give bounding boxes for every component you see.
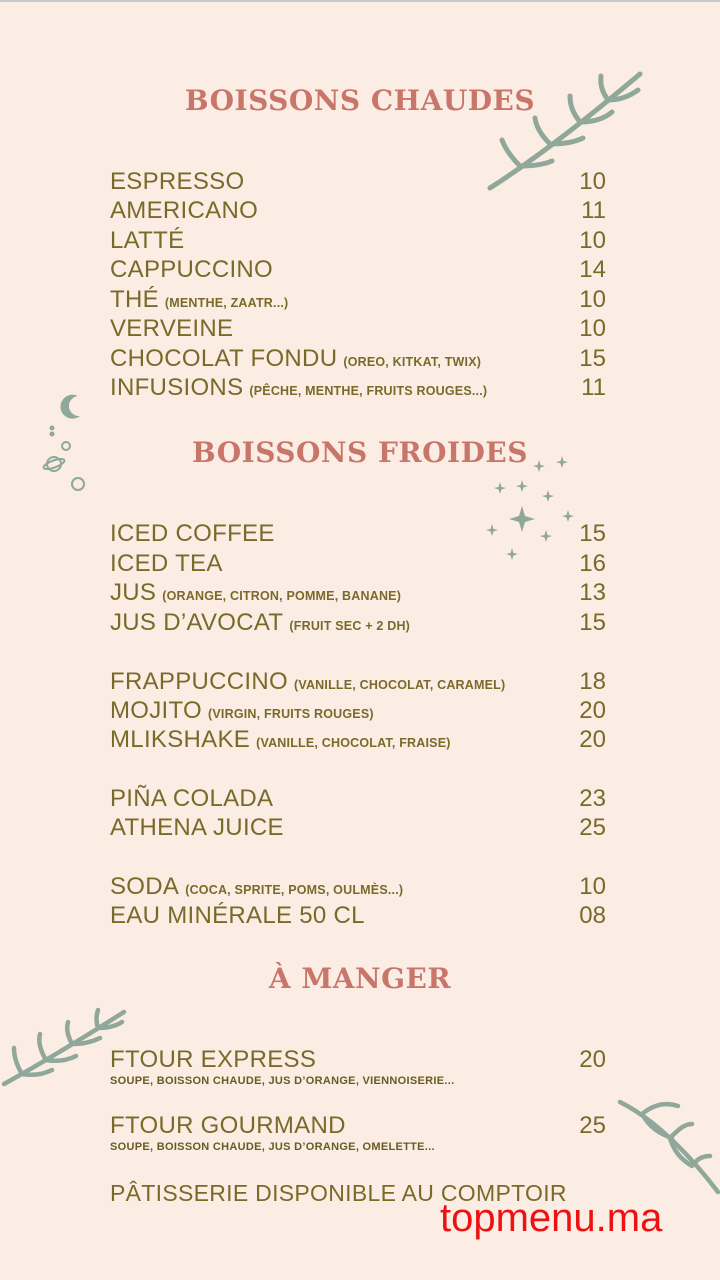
item-price: 13	[579, 579, 606, 606]
menu-item-mojito	[110, 697, 606, 727]
menu-item-jus	[110, 579, 606, 609]
item-price: 15	[579, 345, 606, 372]
item-price: 25	[579, 1112, 606, 1139]
item-price: 10	[579, 286, 606, 313]
item-name: ESPRESSO	[110, 168, 245, 195]
item-name: MLIKSHAKE	[110, 726, 251, 753]
leaf-branch-icon	[0, 1004, 130, 1090]
section-title-boissons-froides: BOISSONS FROIDES	[192, 436, 528, 469]
item-note: (ORANGE, CITRON, POMME, BANANE)	[162, 589, 402, 603]
item-price: 10	[579, 168, 606, 195]
menu-item-soda	[110, 873, 606, 903]
item-price: 15	[579, 520, 606, 547]
item-name: FTOUR GOURMAND	[110, 1112, 346, 1139]
patisserie-notice: PÂTISSERIE DISPONIBLE AU COMPTOIR	[110, 1180, 567, 1206]
section-title-boissons-chaudes: BOISSONS CHAUDES	[184, 84, 536, 117]
menu-item-eau-minerale	[110, 902, 606, 932]
item-note: (MENTHE, ZAATR...)	[164, 296, 289, 310]
item-name: EAU MINÉRALE 50 CL	[110, 902, 365, 929]
item-price: 08	[579, 902, 606, 929]
item-price: 14	[579, 256, 606, 283]
item-note: (FRUIT SEC + 2 DH)	[289, 619, 411, 633]
leaf-branch-icon	[480, 66, 650, 196]
item-price: 20	[579, 697, 606, 724]
item-name: FTOUR EXPRESS	[110, 1046, 317, 1073]
item-name: JUS D’AVOCAT	[110, 609, 284, 636]
item-description: SOUPE, BOISSON CHAUDE, JUS D’ORANGE, OMELETTE...	[110, 1141, 435, 1153]
menu-item-cappuccino	[110, 256, 606, 286]
item-price: 23	[579, 785, 606, 812]
item-note: (VANILLE, CHOCOLAT, CARAMEL)	[293, 678, 506, 692]
menu-item-chocolat-fondu	[110, 345, 606, 375]
item-name: VERVEINE	[110, 315, 234, 342]
menu-item-frappuccino	[110, 668, 606, 698]
item-name: INFUSIONS	[110, 374, 244, 401]
item-name: JUS	[110, 579, 157, 606]
item-note: (COCA, SPRITE, POMS, OULMÈS...)	[185, 883, 404, 897]
top-border	[0, 0, 720, 2]
item-name: CHOCOLAT FONDU	[110, 345, 338, 372]
menu-item-athena-juice	[110, 814, 606, 844]
item-price: 10	[579, 315, 606, 342]
item-price: 25	[579, 814, 606, 841]
item-price: 10	[579, 873, 606, 900]
item-price: 20	[579, 1046, 606, 1073]
leaf-branch-icon	[612, 1094, 720, 1196]
item-price: 18	[579, 668, 606, 695]
sparkle-stars-icon	[484, 452, 576, 564]
item-price: 11	[581, 374, 606, 401]
item-price: 15	[579, 609, 606, 636]
item-description: SOUPE, BOISSON CHAUDE, JUS D’ORANGE, VIENNOISERIE...	[110, 1075, 455, 1087]
item-note: (VANILLE, CHOCOLAT, FRAISE)	[256, 736, 451, 750]
item-note: (VIRGIN, FRUITS ROUGES)	[208, 707, 374, 721]
item-name: CAPPUCCINO	[110, 256, 274, 283]
moon-planet-icon	[40, 390, 90, 495]
item-price: 16	[579, 550, 606, 577]
item-name: THÉ	[110, 286, 159, 313]
item-name: PIÑA COLADA	[110, 785, 274, 812]
item-price: 11	[581, 197, 606, 224]
item-name: FRAPPUCCINO	[110, 668, 288, 695]
menu-item-verveine	[110, 315, 606, 345]
item-name: AMERICANO	[110, 197, 259, 224]
menu-item-milkshake	[110, 726, 606, 756]
item-name: MOJITO	[110, 697, 203, 724]
item-note: (PÊCHE, MENTHE, FRUITS ROUGES...)	[249, 384, 488, 398]
menu-item-pina-colada	[110, 785, 606, 815]
item-price: 10	[579, 227, 606, 254]
section-title-a-manger: À MANGER	[268, 962, 452, 995]
item-note: (OREO, KITKAT, TWIX)	[343, 355, 482, 369]
item-name: ATHENA JUICE	[110, 814, 284, 841]
menu-item-ftour-gourmand	[110, 1112, 606, 1142]
menu-item-infusions	[110, 374, 606, 404]
item-name: LATTÉ	[110, 227, 185, 254]
menu-item-the	[110, 286, 606, 316]
item-name: ICED COFFEE	[110, 520, 275, 547]
menu-item-ftour-express	[110, 1046, 606, 1076]
menu-item-latte	[110, 227, 606, 257]
item-price: 20	[579, 726, 606, 753]
menu-item-jus-avocat	[110, 609, 606, 639]
item-name: SODA	[110, 873, 180, 900]
menu-item-americano	[110, 197, 606, 227]
item-name: ICED TEA	[110, 550, 223, 577]
watermark: topmenu.ma	[440, 1196, 663, 1240]
